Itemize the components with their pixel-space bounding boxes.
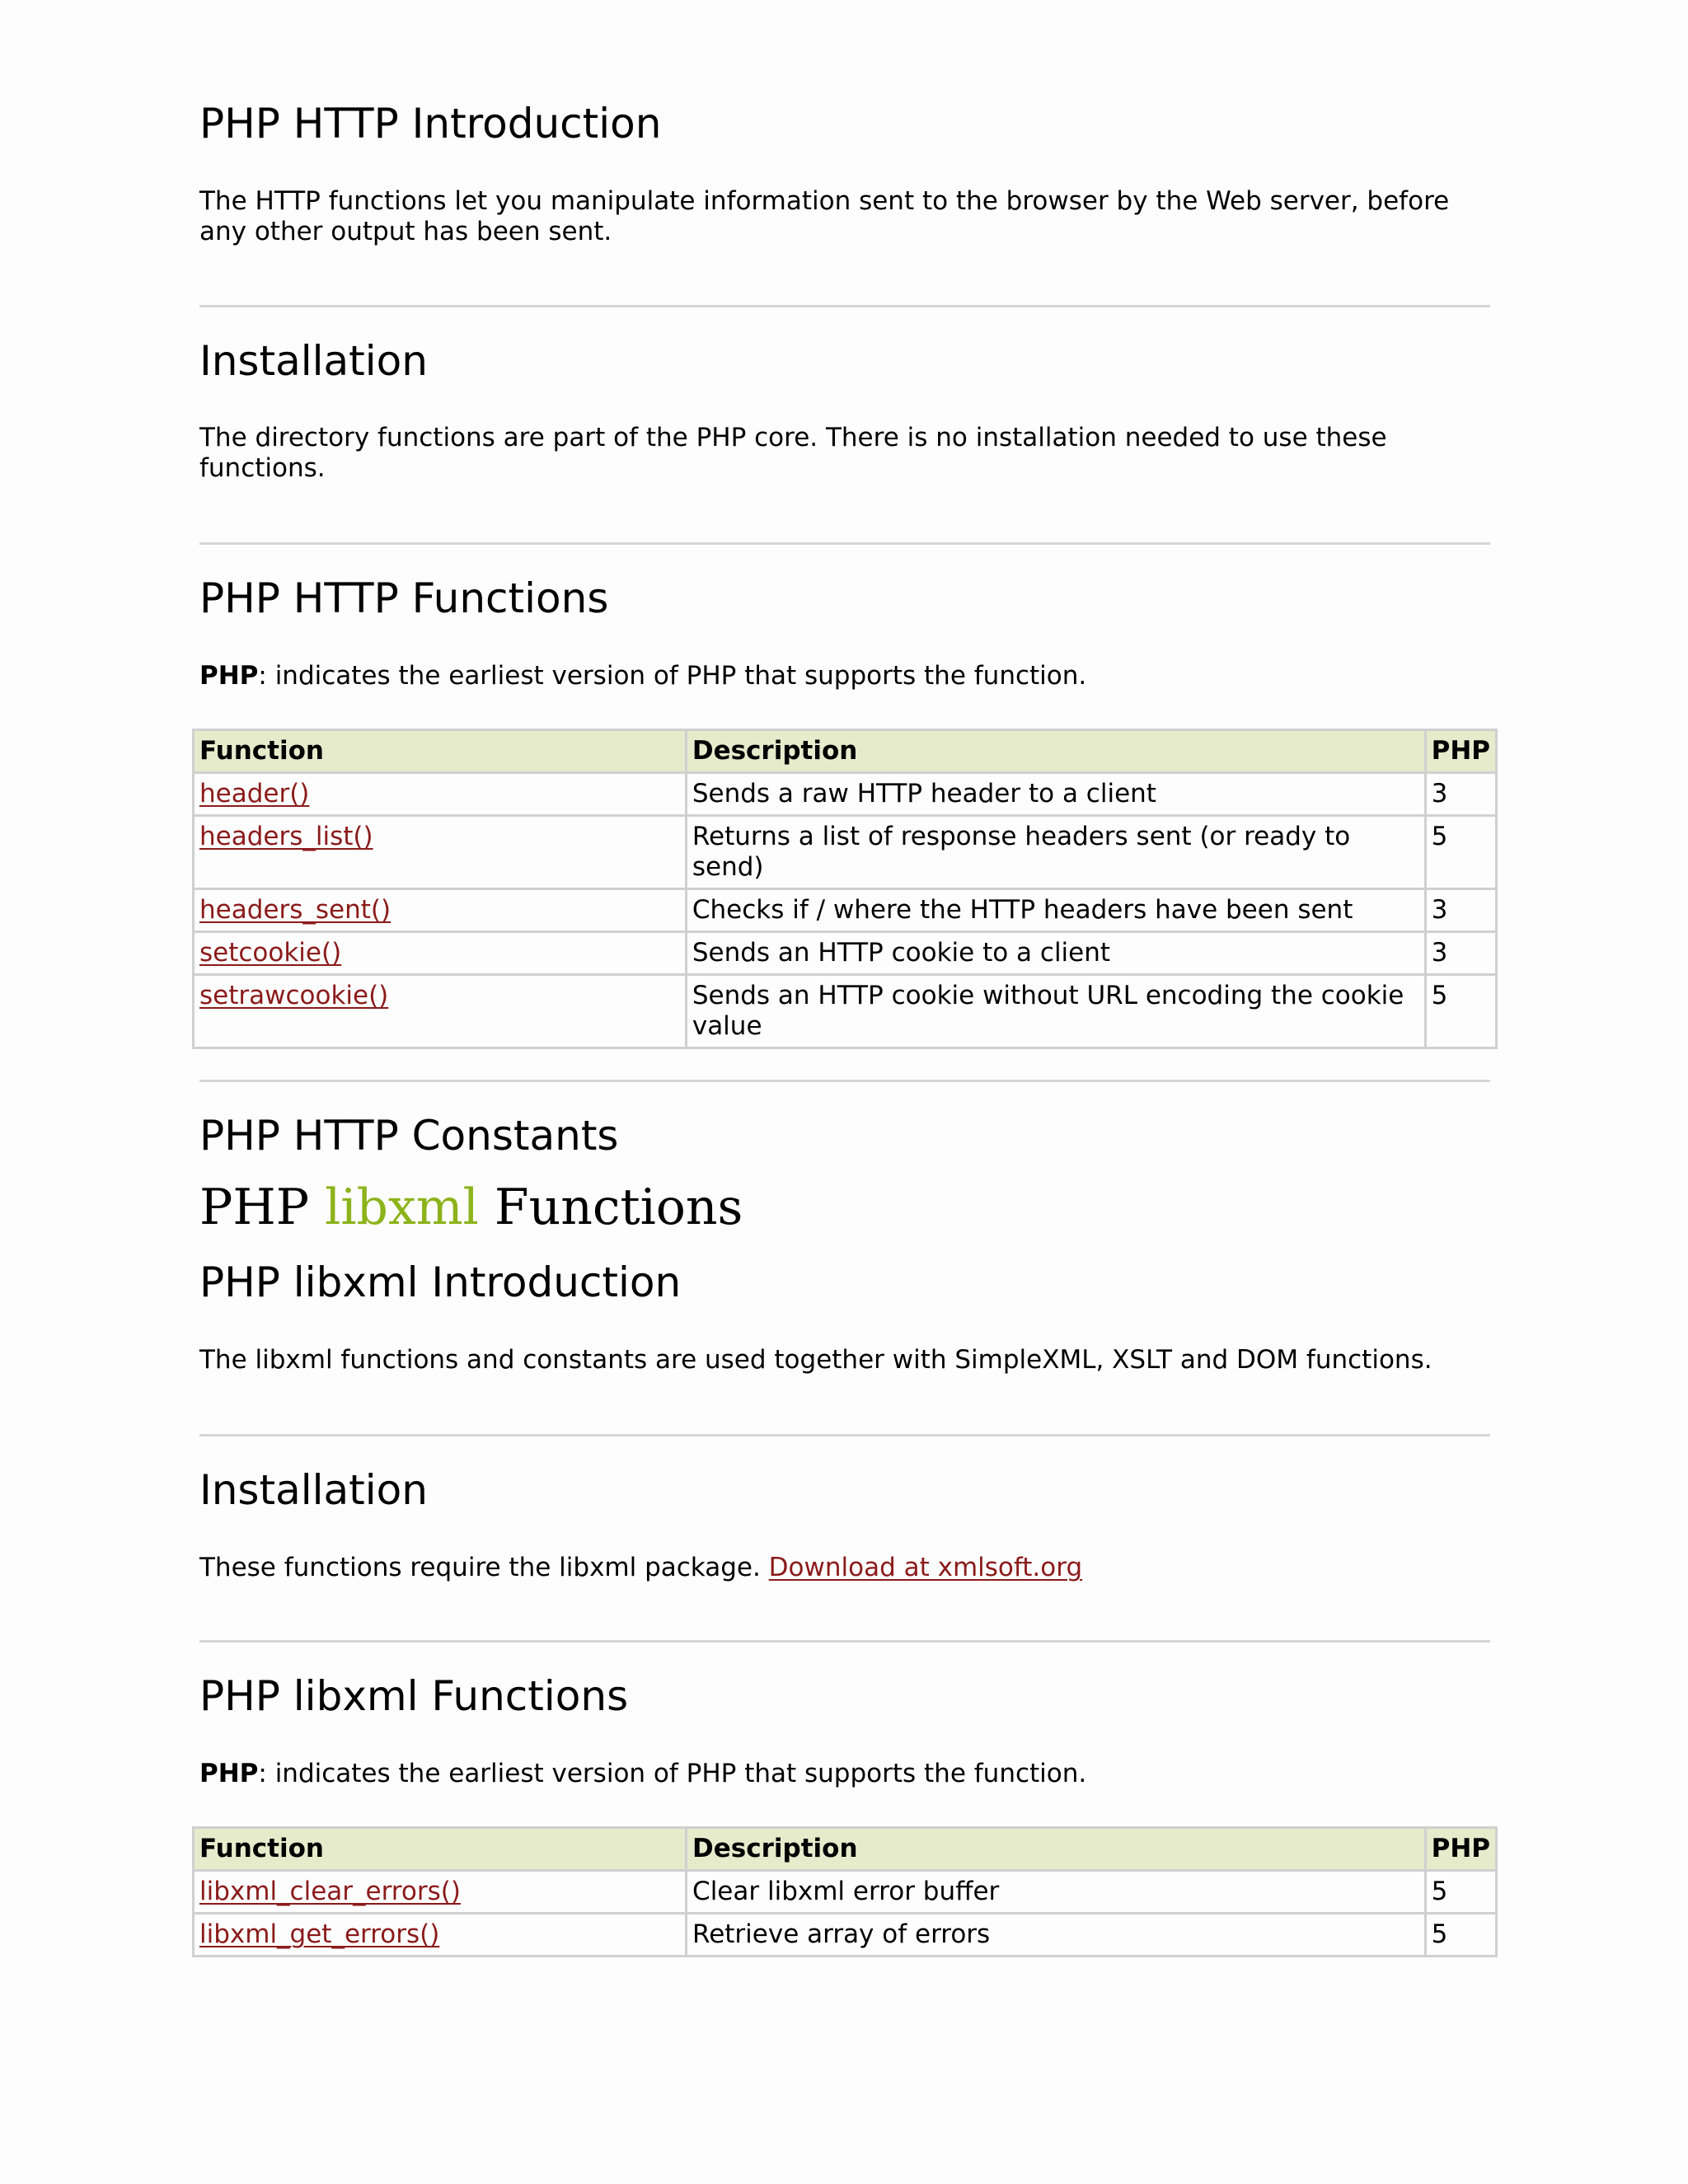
column-header-description: Description	[686, 730, 1425, 773]
function-link-setcookie[interactable]: setcookie()	[199, 938, 342, 968]
install-text: These functions require the libxml package.	[199, 1553, 769, 1582]
table-row	[194, 932, 1497, 975]
libxml-install-heading: Installation	[199, 1466, 428, 1514]
column-header-function: Function	[194, 1828, 687, 1871]
php-note-bold: PHP	[199, 1759, 259, 1788]
divider	[199, 1080, 1490, 1082]
http-functions-table-wrap	[199, 729, 1498, 1049]
http-install-heading: Installation	[199, 337, 428, 385]
function-link-libxml-clear-errors[interactable]: libxml_clear_errors()	[199, 1877, 461, 1906]
divider	[199, 542, 1490, 545]
php-version-cell: 5	[1425, 1914, 1496, 1957]
function-cell	[194, 1871, 687, 1914]
description-cell: Clear libxml error buffer	[687, 1871, 1426, 1914]
libxml-page-title	[199, 1179, 743, 1236]
xmlsoft-download-link[interactable]: Download at xmlsoft.org	[768, 1553, 1083, 1582]
php-note-text: : indicates the earliest version of PHP that supports the function.	[258, 661, 1087, 691]
php-version-cell: 3	[1425, 889, 1496, 932]
function-link-header[interactable]: header()	[199, 779, 310, 808]
divider	[199, 1434, 1490, 1436]
http-install-text: The directory functions are part of the PHP core. There is no installation needed to use these functions.	[199, 423, 1387, 483]
title-accent: libxml	[325, 1179, 479, 1236]
function-link-headers-sent[interactable]: headers_sent()	[199, 895, 392, 925]
php-version-cell: 5	[1425, 975, 1496, 1048]
php-version-cell: 5	[1425, 816, 1496, 889]
function-cell	[194, 1914, 687, 1957]
description-cell: Sends a raw HTTP header to a client	[686, 773, 1425, 816]
php-note-bold: PHP	[199, 661, 259, 691]
title-suffix: Functions	[478, 1179, 743, 1236]
divider	[199, 305, 1490, 307]
function-cell	[194, 773, 687, 816]
php-version-cell: 3	[1425, 773, 1496, 816]
function-cell	[194, 889, 687, 932]
libxml-intro-heading: PHP libxml Introduction	[199, 1258, 682, 1306]
divider	[199, 1640, 1490, 1643]
table-header-row	[194, 1828, 1497, 1871]
column-header-php: PHP	[1425, 1828, 1496, 1871]
php-version-cell: 3	[1425, 932, 1496, 975]
libxml-intro-text: The libxml functions and constants are used together with SimpleXML, XSLT and DOM functions.	[199, 1345, 1432, 1375]
table-row	[194, 889, 1497, 932]
description-cell: Retrieve array of errors	[687, 1914, 1426, 1957]
function-cell	[194, 816, 687, 889]
http-functions-heading: PHP HTTP Functions	[199, 574, 609, 622]
http-php-note	[199, 661, 1086, 691]
libxml-functions-table	[192, 1826, 1498, 1957]
libxml-php-note	[199, 1759, 1086, 1789]
description-cell: Checks if / where the HTTP headers have been sent	[686, 889, 1425, 932]
table-row	[194, 1914, 1497, 1957]
description-cell: Sends an HTTP cookie without URL encoding the cookie value	[686, 975, 1425, 1048]
table-row	[194, 975, 1497, 1048]
table-row	[194, 1871, 1497, 1914]
php-version-cell: 5	[1425, 1871, 1496, 1914]
function-cell	[194, 975, 687, 1048]
table-row	[194, 816, 1497, 889]
http-constants-heading: PHP HTTP Constants	[199, 1112, 619, 1160]
table-row	[194, 773, 1497, 816]
function-link-setrawcookie[interactable]: setrawcookie()	[199, 981, 389, 1010]
function-link-libxml-get-errors[interactable]: libxml_get_errors()	[199, 1919, 440, 1949]
column-header-php: PHP	[1425, 730, 1496, 773]
column-header-description: Description	[687, 1828, 1426, 1871]
function-cell	[194, 932, 687, 975]
http-intro-text: The HTTP functions let you manipulate information sent to the browser by the Web server, before any other output has been sent.	[199, 186, 1450, 246]
description-cell: Sends an HTTP cookie to a client	[686, 932, 1425, 975]
php-note-text: : indicates the earliest version of PHP that supports the function.	[258, 1759, 1087, 1788]
title-prefix: PHP	[199, 1179, 326, 1236]
function-link-headers-list[interactable]: headers_list()	[199, 822, 373, 851]
http-functions-table	[192, 729, 1498, 1049]
table-header-row	[194, 730, 1497, 773]
http-intro-heading: PHP HTTP Introduction	[199, 100, 662, 148]
column-header-function: Function	[194, 730, 687, 773]
libxml-install-text	[199, 1553, 1082, 1583]
description-cell: Returns a list of response headers sent (or ready to send)	[686, 816, 1425, 889]
libxml-functions-heading: PHP libxml Functions	[199, 1672, 629, 1720]
libxml-functions-table-wrap	[199, 1826, 1498, 1957]
